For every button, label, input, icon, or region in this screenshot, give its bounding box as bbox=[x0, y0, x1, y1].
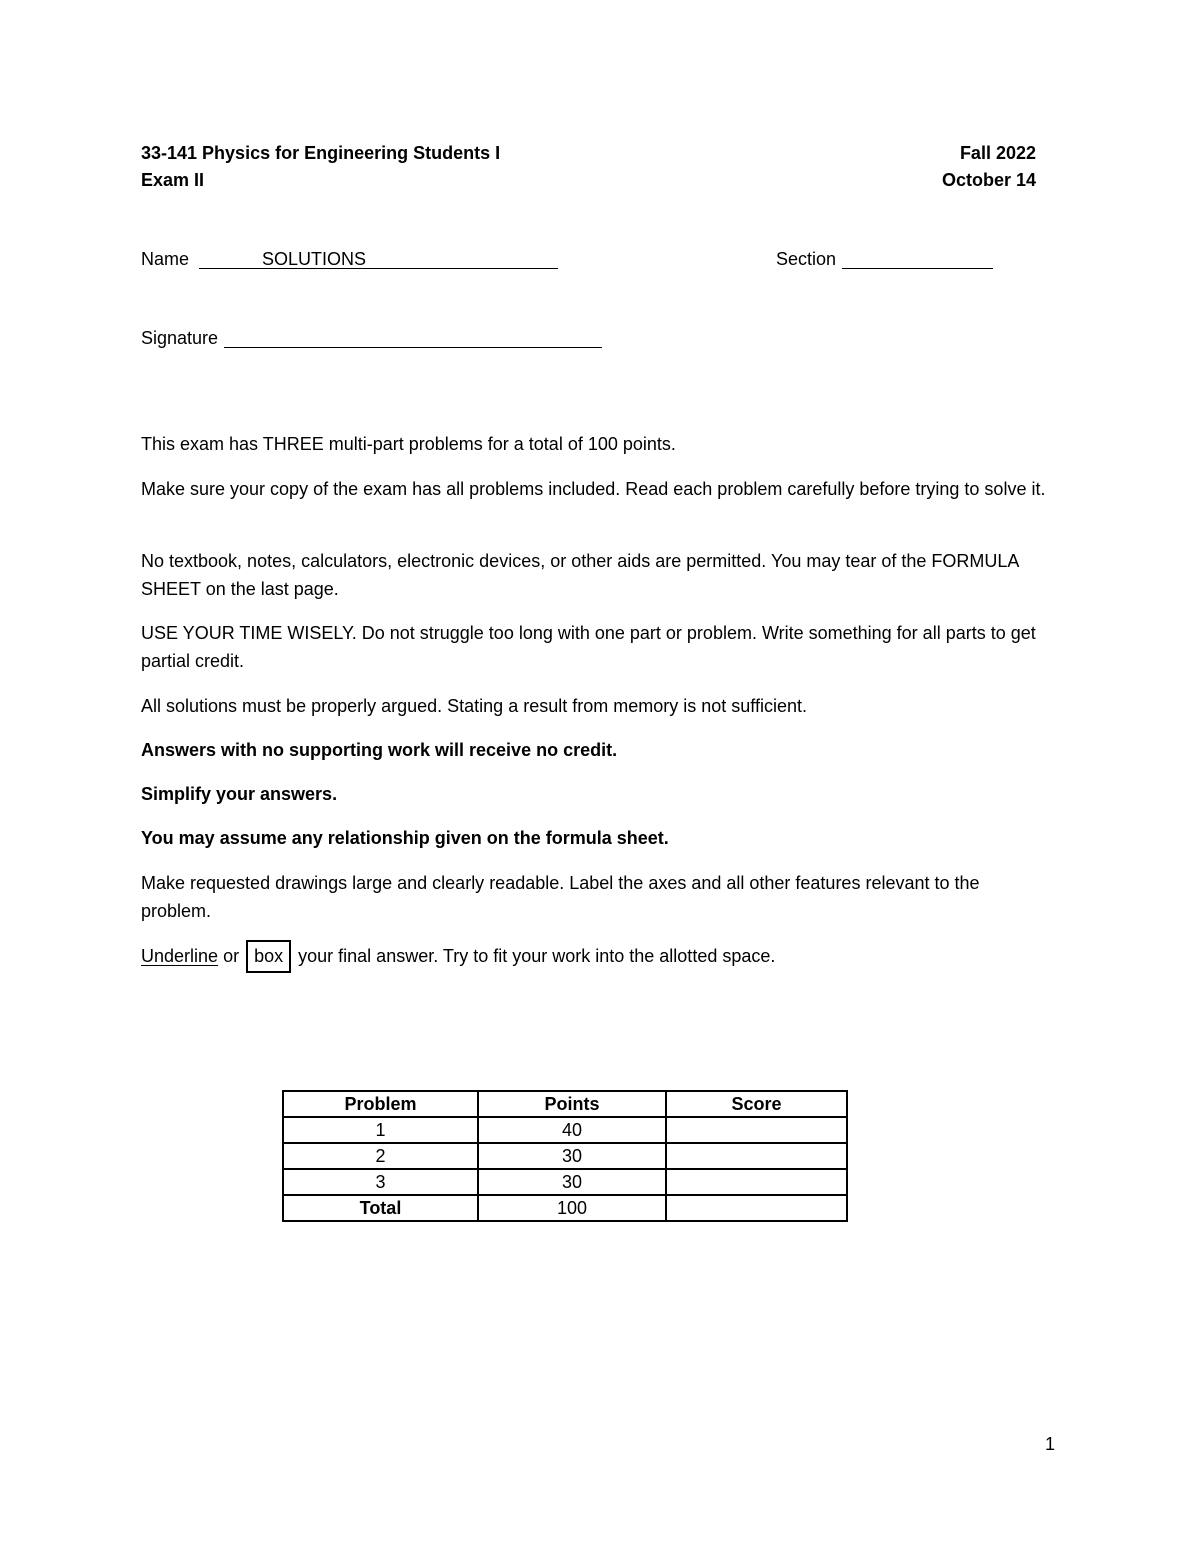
table-row bbox=[283, 1143, 847, 1169]
points-cell: 30 bbox=[478, 1143, 666, 1169]
points-cell: 40 bbox=[478, 1117, 666, 1143]
score-cell[interactable] bbox=[666, 1143, 847, 1169]
header-score: Score bbox=[666, 1091, 847, 1117]
instruction-4: USE YOUR TIME WISELY. Do not struggle too long with one part or problem. Write something for all parts to get partial credit. bbox=[141, 623, 1036, 671]
instruction-1: This exam has THREE multi-part problems for a total of 100 points. bbox=[141, 434, 676, 454]
table-row-total bbox=[283, 1195, 847, 1221]
instruction-3: No textbook, notes, calculators, electronic devices, or other aids are permitted. You may tear of the FORMULA SHEET on the last page. bbox=[141, 551, 1019, 599]
name-value: SOLUTIONS bbox=[262, 249, 367, 269]
underline-word: Underline bbox=[141, 946, 219, 966]
page-number: 1 bbox=[1045, 1434, 1056, 1454]
section-line[interactable] bbox=[842, 268, 993, 269]
table-row bbox=[283, 1117, 847, 1143]
signature-line[interactable] bbox=[224, 347, 602, 348]
score-cell[interactable] bbox=[666, 1169, 847, 1195]
final-answer-rest: your final answer. Try to fit your work into the allotted space. bbox=[298, 946, 776, 966]
course-title: 33-141 Physics for Engineering Students I bbox=[141, 143, 501, 163]
instruction-9: Make requested drawings large and clearly readable. Label the axes and all other features relevant to the problem. bbox=[141, 873, 980, 921]
instruction-5: All solutions must be properly argued. Stating a result from memory is not sufficient. bbox=[141, 696, 807, 716]
exam-title: Exam II bbox=[141, 170, 205, 190]
exam-date: October 14 bbox=[941, 170, 1036, 190]
or-word: or bbox=[223, 946, 240, 966]
instruction-6: Answers with no supporting work will receive no credit. bbox=[141, 740, 618, 760]
header-points: Points bbox=[478, 1091, 666, 1117]
instruction-7: Simplify your answers. bbox=[141, 784, 338, 804]
score-table bbox=[282, 1090, 848, 1222]
problem-cell: 2 bbox=[283, 1143, 478, 1169]
name-label: Name bbox=[141, 249, 190, 269]
instruction-2: Make sure your copy of the exam has all problems included. Read each problem carefully before trying to solve it. bbox=[141, 479, 1046, 499]
score-cell-total[interactable] bbox=[666, 1195, 847, 1221]
problem-cell: 3 bbox=[283, 1169, 478, 1195]
score-cell[interactable] bbox=[666, 1117, 847, 1143]
term: Fall 2022 bbox=[959, 143, 1036, 163]
signature-label: Signature bbox=[141, 328, 219, 348]
points-cell-total: 100 bbox=[478, 1195, 666, 1221]
header-problem: Problem bbox=[283, 1091, 478, 1117]
problem-cell-total: Total bbox=[283, 1195, 478, 1221]
instruction-final-answer bbox=[141, 940, 1051, 973]
box-word: box bbox=[246, 940, 291, 973]
problem-cell: 1 bbox=[283, 1117, 478, 1143]
table-header-row bbox=[283, 1091, 847, 1117]
instruction-8: You may assume any relationship given on the formula sheet. bbox=[141, 828, 669, 848]
table-row bbox=[283, 1169, 847, 1195]
name-line[interactable] bbox=[199, 268, 558, 269]
points-cell: 30 bbox=[478, 1169, 666, 1195]
section-label: Section bbox=[776, 249, 837, 269]
